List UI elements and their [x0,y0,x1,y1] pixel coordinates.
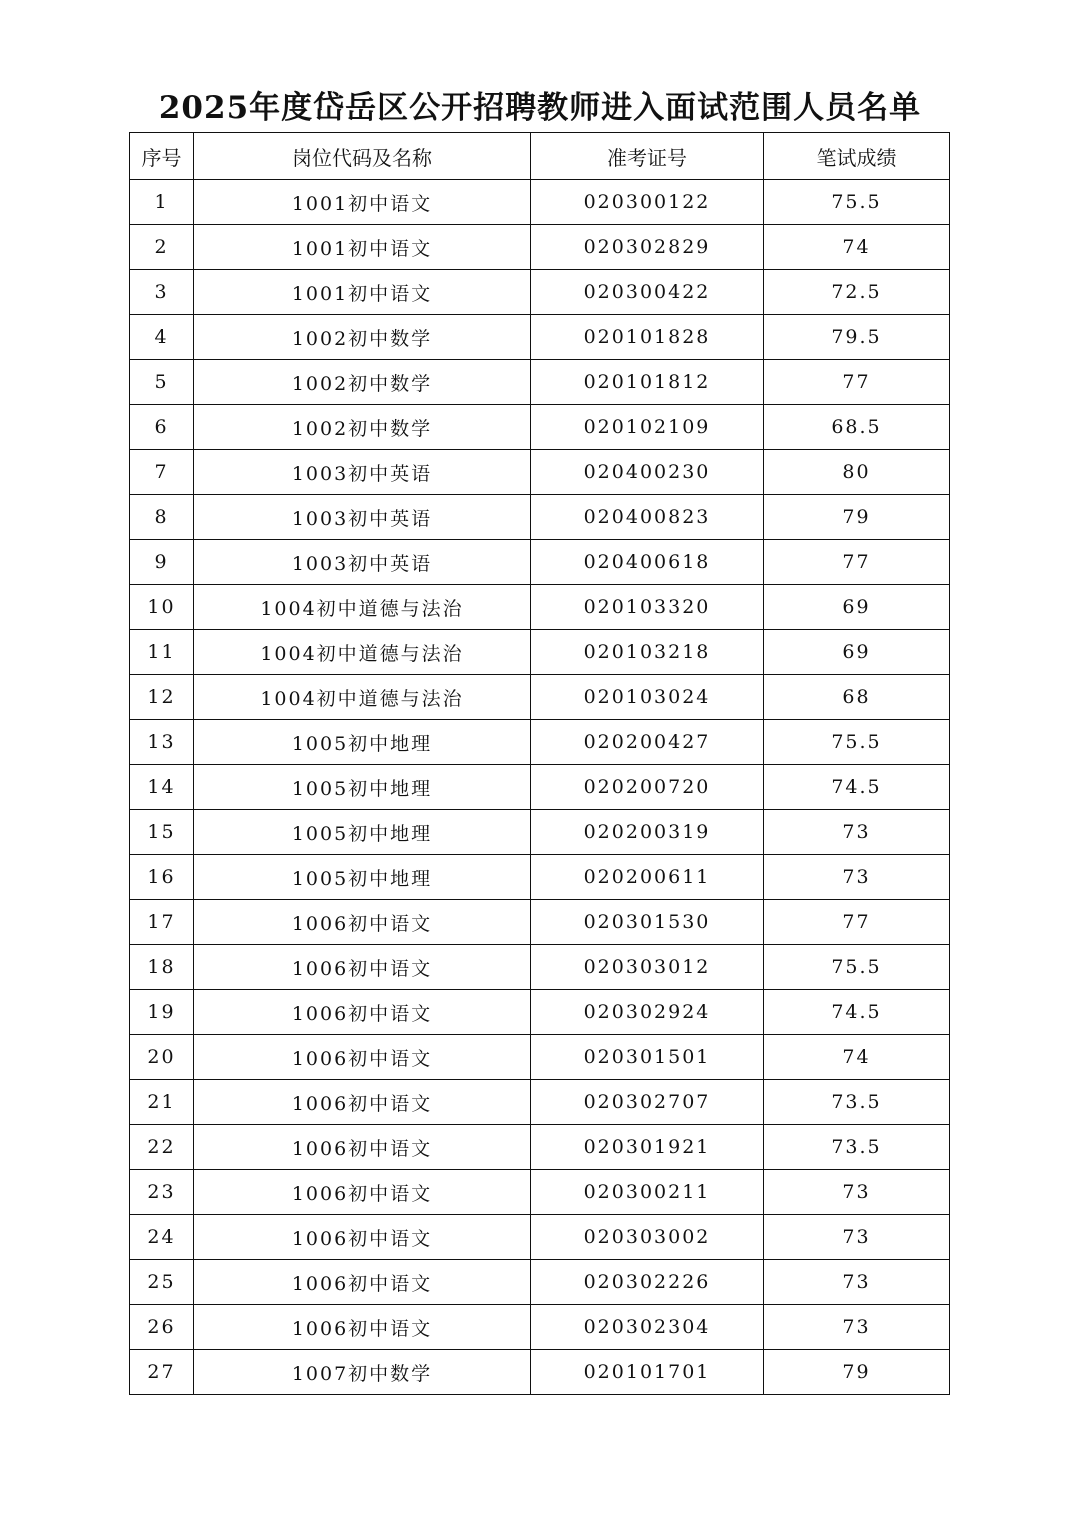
table-row [130,630,950,675]
cell-score: 73.5 [764,1080,950,1125]
cell-position: 1006初中语文 [194,1125,531,1170]
table-row [130,675,950,720]
cell-seq: 24 [130,1215,194,1260]
cell-seq: 2 [130,225,194,270]
table-row [130,990,950,1035]
cell-seq: 22 [130,1125,194,1170]
cell-seq: 4 [130,315,194,360]
cell-exam-id: 020400230 [531,450,764,495]
cell-seq: 21 [130,1080,194,1125]
cell-exam-id: 020400823 [531,495,764,540]
cell-seq: 13 [130,720,194,765]
header-row [130,133,950,180]
cell-exam-id: 020200720 [531,765,764,810]
cell-score: 73 [764,855,950,900]
cell-seq: 8 [130,495,194,540]
table-row [130,1080,950,1125]
cell-seq: 19 [130,990,194,1035]
cell-exam-id: 020200319 [531,810,764,855]
header-seq: 序号 [130,133,194,180]
cell-seq: 7 [130,450,194,495]
cell-score: 75.5 [764,945,950,990]
cell-score: 68 [764,675,950,720]
cell-score: 73 [764,810,950,855]
header-position: 岗位代码及名称 [194,133,531,180]
cell-score: 75.5 [764,180,950,225]
cell-score: 77 [764,360,950,405]
cell-exam-id: 020200427 [531,720,764,765]
cell-score: 74.5 [764,990,950,1035]
cell-exam-id: 020302226 [531,1260,764,1305]
table-row [130,1215,950,1260]
cell-score: 79 [764,495,950,540]
cell-score: 69 [764,585,950,630]
table-row [130,450,950,495]
cell-position: 1001初中语文 [194,180,531,225]
table-row [130,270,950,315]
table-row [130,900,950,945]
table-row [130,855,950,900]
cell-position: 1006初中语文 [194,1215,531,1260]
table-row [130,1035,950,1080]
cell-seq: 18 [130,945,194,990]
cell-position: 1002初中数学 [194,360,531,405]
cell-seq: 5 [130,360,194,405]
cell-seq: 3 [130,270,194,315]
cell-position: 1006初中语文 [194,1305,531,1350]
table-row [130,765,950,810]
cell-position: 1005初中地理 [194,765,531,810]
cell-exam-id: 020103218 [531,630,764,675]
table-row [130,225,950,270]
table-row [130,540,950,585]
cell-position: 1007初中数学 [194,1350,531,1395]
cell-position: 1006初中语文 [194,1080,531,1125]
cell-score: 69 [764,630,950,675]
cell-score: 73 [764,1170,950,1215]
cell-seq: 9 [130,540,194,585]
cell-score: 75.5 [764,720,950,765]
cell-exam-id: 020101828 [531,315,764,360]
cell-position: 1005初中地理 [194,720,531,765]
cell-score: 74.5 [764,765,950,810]
cell-exam-id: 020303012 [531,945,764,990]
cell-exam-id: 020303002 [531,1215,764,1260]
cell-score: 72.5 [764,270,950,315]
cell-seq: 10 [130,585,194,630]
cell-score: 77 [764,900,950,945]
cell-position: 1005初中地理 [194,855,531,900]
cell-exam-id: 020101701 [531,1350,764,1395]
cell-exam-id: 020103320 [531,585,764,630]
cell-seq: 1 [130,180,194,225]
cell-position: 1002初中数学 [194,315,531,360]
cell-seq: 27 [130,1350,194,1395]
table-row [130,1125,950,1170]
cell-seq: 17 [130,900,194,945]
cell-exam-id: 020200611 [531,855,764,900]
table-row [130,495,950,540]
cell-score: 73 [764,1260,950,1305]
cell-position: 1006初中语文 [194,1260,531,1305]
header-score: 笔试成绩 [764,133,950,180]
cell-exam-id: 020300422 [531,270,764,315]
cell-position: 1006初中语文 [194,945,531,990]
cell-score: 74 [764,1035,950,1080]
cell-exam-id: 020301921 [531,1125,764,1170]
cell-score: 80 [764,450,950,495]
cell-position: 1003初中英语 [194,450,531,495]
cell-exam-id: 020302707 [531,1080,764,1125]
cell-score: 77 [764,540,950,585]
cell-exam-id: 020302829 [531,225,764,270]
cell-seq: 16 [130,855,194,900]
table-row [130,720,950,765]
cell-exam-id: 020102109 [531,405,764,450]
cell-exam-id: 020101812 [531,360,764,405]
cell-seq: 12 [130,675,194,720]
cell-seq: 15 [130,810,194,855]
table-row [130,1170,950,1215]
cell-seq: 20 [130,1035,194,1080]
cell-score: 74 [764,225,950,270]
cell-score: 73.5 [764,1125,950,1170]
cell-position: 1006初中语文 [194,990,531,1035]
cell-score: 79.5 [764,315,950,360]
cell-position: 1006初中语文 [194,1035,531,1080]
cell-seq: 6 [130,405,194,450]
cell-seq: 23 [130,1170,194,1215]
cell-score: 73 [764,1305,950,1350]
cell-position: 1006初中语文 [194,1170,531,1215]
cell-exam-id: 020301501 [531,1035,764,1080]
table-row [130,945,950,990]
cell-position: 1005初中地理 [194,810,531,855]
cell-exam-id: 020400618 [531,540,764,585]
cell-position: 1004初中道德与法治 [194,585,531,630]
cell-seq: 25 [130,1260,194,1305]
cell-exam-id: 020300211 [531,1170,764,1215]
table-row [130,1305,950,1350]
cell-position: 1001初中语文 [194,225,531,270]
header-exam-id: 准考证号 [531,133,764,180]
table-row [130,1350,950,1395]
cell-exam-id: 020301530 [531,900,764,945]
cell-position: 1004初中道德与法治 [194,675,531,720]
table-row [130,405,950,450]
table-row [130,1260,950,1305]
cell-score: 79 [764,1350,950,1395]
table-row [130,315,950,360]
cell-exam-id: 020300122 [531,180,764,225]
cell-seq: 26 [130,1305,194,1350]
table-row [130,180,950,225]
table-row [130,585,950,630]
cell-score: 73 [764,1215,950,1260]
cell-score: 68.5 [764,405,950,450]
table-row [130,360,950,405]
cell-seq: 14 [130,765,194,810]
page-title: 2025年度岱岳区公开招聘教师进入面试范围人员名单 [158,90,922,126]
cell-position: 1003初中英语 [194,495,531,540]
cell-exam-id: 020302304 [531,1305,764,1350]
cell-position: 1001初中语文 [194,270,531,315]
table-body [130,180,950,1395]
cell-position: 1002初中数学 [194,405,531,450]
cell-position: 1004初中道德与法治 [194,630,531,675]
cell-seq: 11 [130,630,194,675]
cell-exam-id: 020302924 [531,990,764,1035]
cell-position: 1006初中语文 [194,900,531,945]
cell-position: 1003初中英语 [194,540,531,585]
candidate-table [129,132,950,1395]
table-row [130,810,950,855]
cell-exam-id: 020103024 [531,675,764,720]
